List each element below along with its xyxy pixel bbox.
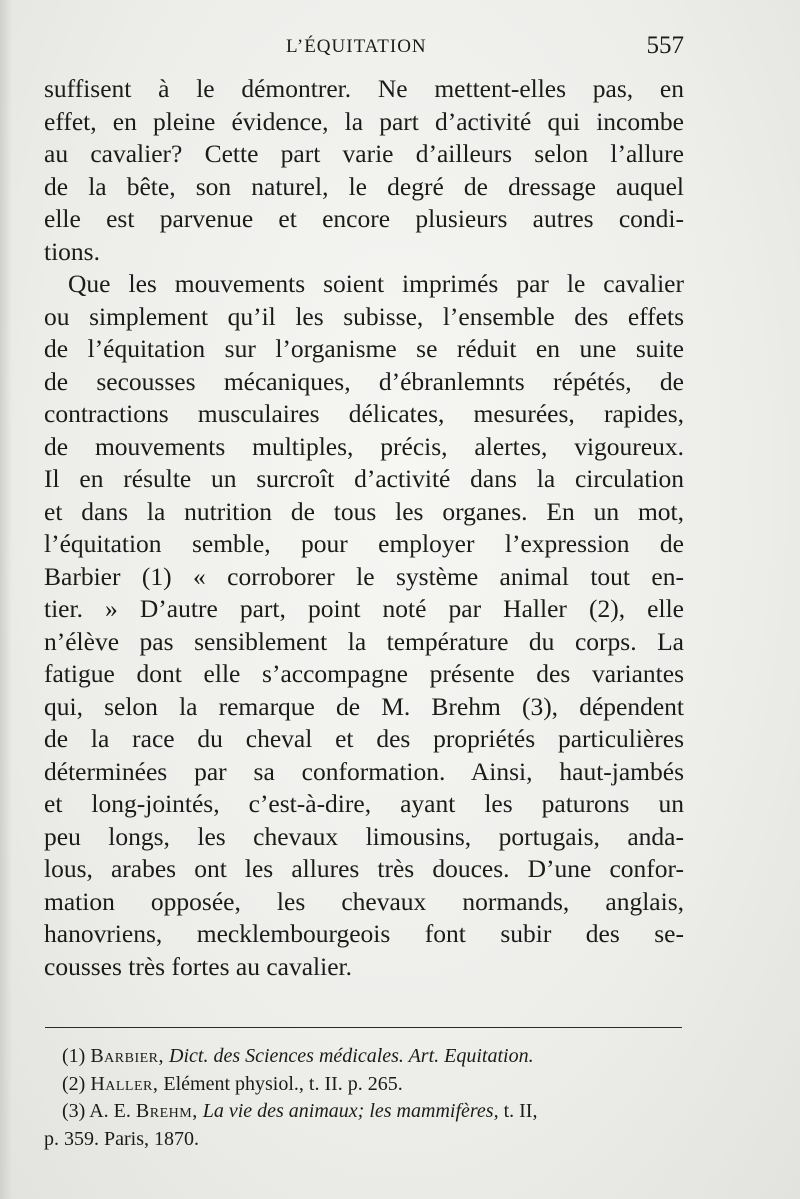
text-line: hanovriens, mecklembourgeois font subir des se-: [44, 919, 684, 948]
footnote-3-continuation: p. 359. Paris, 1870.: [44, 1127, 199, 1150]
footnote-number: (2): [62, 1072, 86, 1095]
text-line: contractions musculaires délicates, mesurées, rapides,: [44, 399, 684, 428]
footnote-author: Brehm,: [135, 1100, 198, 1122]
text-line: cousses très fortes au cavalier.: [44, 951, 353, 981]
text-line: de secousses mécaniques, d’ébranlemnts répétés, de: [44, 366, 684, 396]
footnote-text: t. II,: [503, 1100, 538, 1122]
text-line: Barbier (1) « corroborer le système animal tout en-: [44, 561, 684, 591]
footnote-number: (1): [62, 1045, 86, 1067]
text-line: fatigue dont elle s’accompagne présente des variantes: [44, 659, 684, 688]
paragraph-1: [44, 73, 684, 268]
footnotes: [44, 1043, 684, 1153]
footnote-author: Barbier,: [90, 1045, 165, 1067]
text-line: au cavalier? Cette part varie d’ailleurs selon l’allure: [44, 139, 684, 168]
text-line: et long-jointés, c’est-à-dire, ayant les paturons un: [44, 789, 684, 818]
footnote-number: (3): [62, 1100, 86, 1122]
text-line: suffisent à le démontrer. Ne mettent-elles pas, en: [44, 74, 684, 103]
page-number: 557: [646, 32, 684, 59]
text-line: de la bête, son naturel, le degré de dressage auquel: [44, 171, 684, 201]
text-line: lous, arabes ont les allures très douces. D’une confor-: [44, 854, 684, 883]
text-line: de la race du cheval et des propriétés particulières: [44, 724, 684, 753]
footnote-rule: [45, 1027, 682, 1028]
page-header: [44, 32, 684, 66]
text-line: de mouvements multiples, précis, alertes, vigoureux.: [44, 431, 684, 461]
text-line: elle est parvenue et encore plusieurs autres condi-: [44, 204, 684, 233]
footnote-3: [44, 1098, 684, 1126]
running-title: L’ÉQUITATION: [286, 36, 427, 57]
text-line: effet, en pleine évidence, la part d’activité qui incombe: [44, 106, 684, 136]
footnote-1: [44, 1043, 684, 1071]
footnote-title: Dict. des Sciences médicales. Art. Equitation.: [169, 1045, 534, 1067]
text-line: Que les mouvements soient imprimés par le cavalier: [68, 269, 684, 298]
footnote-title: La vie des animaux; les mammifères,: [202, 1100, 499, 1122]
text-line: l’équitation semble, pour employer l’expression de: [44, 529, 684, 558]
text-line: Il en résulte un surcroît d’activité dans la circulation: [44, 464, 684, 493]
text-line: tions.: [44, 236, 100, 266]
text-line: n’élève pas sensiblement la température du corps. La: [44, 626, 684, 656]
text-line: mation opposée, les chevaux normands, anglais,: [44, 886, 684, 916]
footnote-2: [44, 1071, 684, 1099]
text-line: qui, selon la remarque de M. Brehm (3), dépendent: [44, 691, 684, 721]
footnote-initials: A. E.: [89, 1100, 131, 1122]
text-line: et dans la nutrition de tous les organes. En un mot,: [44, 496, 684, 526]
footnote-author: Haller,: [90, 1072, 159, 1095]
text-line: de l’équitation sur l’organisme se réduit en une suite: [44, 334, 684, 363]
text-line: ou simplement qu’il les subisse, l’ensemble des effets: [44, 301, 684, 331]
page-edge-shadow: [0, 0, 12, 1199]
body-text: [44, 73, 684, 983]
text-line: peu longs, les chevaux limousins, portugais, anda-: [44, 821, 684, 851]
text-line: déterminées par sa conformation. Ainsi, haut-jambés: [44, 756, 684, 786]
footnote-text: Elément physiol., t. II. p. 265.: [163, 1072, 403, 1095]
paragraph-2: [44, 268, 684, 983]
text-line: tier. » D’autre part, point noté par Haller (2), elle: [44, 594, 684, 623]
